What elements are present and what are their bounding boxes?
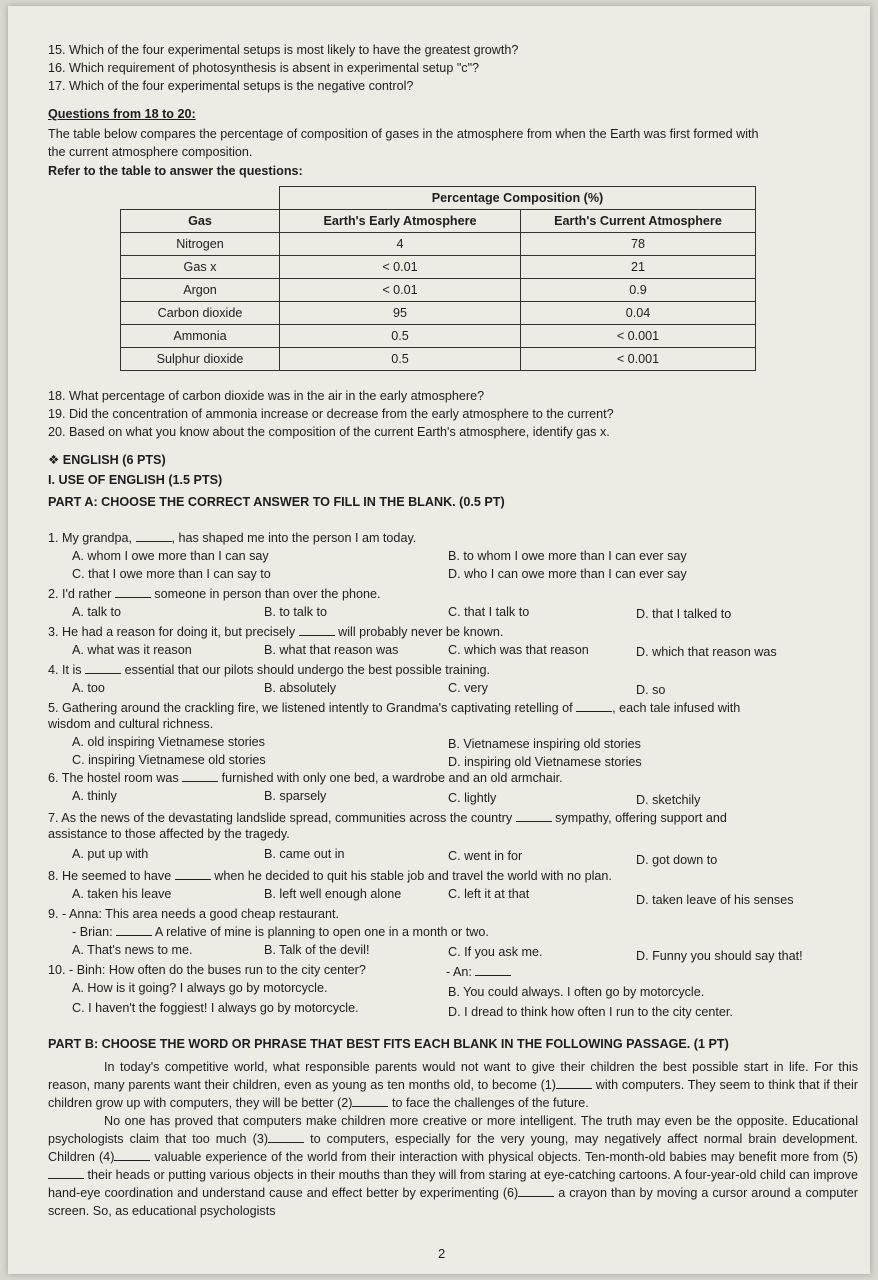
option-c: C. that I talk to <box>448 605 530 619</box>
option-d: D. which that reason was <box>636 645 777 659</box>
table-row <box>121 325 756 348</box>
question-18: 18. What percentage of carbon dioxide was in the air in the early atmosphere? <box>48 389 485 403</box>
question-5-continued: wisdom and cultural richness. <box>48 717 214 731</box>
table-super-header: Percentage Composition (%) <box>280 187 756 210</box>
question-8: 8. He seemed to have when he decided to quit his stable job and travel the world with no plan. <box>48 869 612 883</box>
option-d: D. so <box>636 683 666 697</box>
table-intro-line1: The table below compares the percentage of composition of gases in the atmosphere from when the Earth was first formed with <box>48 127 759 141</box>
option-a: A. talk to <box>72 605 121 619</box>
option-b: B. sparsely <box>264 789 327 803</box>
table-cell-early: 95 <box>280 302 521 325</box>
passage-paragraph-2: No one has proved that computers make children more creative or more intelligent. The truth may even be the opposite. Educational psychologists claim that too much (3) to computers, especially for the very young, may negatively affect normal brain development. Children (4) valuable experience of the world from their interaction with physical objects. Ten-month-old babies may benefit more from (5) their heads or putting various objects in their mouths than they will from staring at eye-catching cartoons. A four-year-old child can improve hand-eye coordination and understand cause and effect better by experimenting (6) a crayon than by moving a cursor around a computer screen. So, as educational psychologists <box>48 1114 858 1218</box>
option-a: A. old inspiring Vietnamese stories <box>72 735 265 749</box>
answer-blank <box>48 1167 84 1179</box>
option-d: D. inspiring old Vietnamese stories <box>448 755 642 769</box>
option-b: B. came out in <box>264 847 345 861</box>
answer-blank <box>516 810 552 822</box>
table-cell-current: < 0.001 <box>521 348 756 371</box>
option-a: A. That's news to me. <box>72 943 193 957</box>
answer-blank <box>136 530 172 542</box>
question-16: 16. Which requirement of photosynthesis is absent in experimental setup "c"? <box>48 61 480 75</box>
question-7: 7. As the news of the devastating landslide spread, communities across the country sympathy, offering support and <box>48 811 727 825</box>
table-row <box>121 279 756 302</box>
question-20: 20. Based on what you know about the composition of the current Earth's atmosphere, identify gas x. <box>48 425 610 439</box>
option-c: C. very <box>448 681 488 695</box>
part-b-heading: PART B: CHOOSE THE WORD OR PHRASE THAT BEST FITS EACH BLANK IN THE FOLLOWING PASSAGE. (1 PT) <box>48 1037 729 1051</box>
question-9-reply: - Brian: A relative of mine is planning to open one in a month or two. <box>72 925 489 939</box>
answer-blank <box>116 924 152 936</box>
page-number: 2 <box>438 1246 446 1261</box>
table-header-gas: Gas <box>121 210 280 233</box>
table-cell-early: < 0.01 <box>280 256 521 279</box>
question-9: 9. - Anna: This area needs a good cheap restaurant. <box>48 907 340 921</box>
answer-blank <box>114 1149 150 1161</box>
option-d: D. sketchily <box>636 793 701 807</box>
question-7-continued: assistance to those affected by the tragedy. <box>48 827 290 841</box>
table-cell-gas: Carbon dioxide <box>121 302 280 325</box>
option-a: A. whom I owe more than I can say <box>72 549 269 563</box>
option-a: A. taken his leave <box>72 887 172 901</box>
option-d: D. I dread to think how often I run to the city center. <box>448 1005 733 1019</box>
table-cell-current: 0.04 <box>521 302 756 325</box>
table-corner <box>121 187 280 210</box>
table-cell-current: 21 <box>521 256 756 279</box>
question-2: 2. I'd rather someone in person than over the phone. <box>48 587 381 601</box>
table-cell-gas: Argon <box>121 279 280 302</box>
option-b: B. absolutely <box>264 681 337 695</box>
table-row <box>121 302 756 325</box>
question-4: 4. It is essential that our pilots should undergo the best possible training. <box>48 663 491 677</box>
option-c: C. left it at that <box>448 887 530 901</box>
option-b: B. left well enough alone <box>264 887 402 901</box>
table-cell-current: 0.9 <box>521 279 756 302</box>
option-a: A. what was it reason <box>72 643 192 657</box>
english-title: ❖ ENGLISH (6 PTS) <box>48 453 166 467</box>
answer-blank <box>299 624 335 636</box>
question-19: 19. Did the concentration of ammonia increase or decrease from the early atmosphere to the current? <box>48 407 614 421</box>
option-a: A. thinly <box>72 789 117 803</box>
question-5: 5. Gathering around the crackling fire, we listened intently to Grandma's captivating retelling of , each tale infused with <box>48 701 741 715</box>
option-d: D. got down to <box>636 853 718 867</box>
option-a: A. put up with <box>72 847 149 861</box>
answer-blank <box>518 1185 554 1197</box>
question-10: 10. - Binh: How often do the buses run to the city center? <box>48 963 366 977</box>
table-cell-early: < 0.01 <box>280 279 521 302</box>
option-b: B. You could always. I often go by motorcycle. <box>448 985 705 999</box>
table-header-current: Earth's Current Atmosphere <box>521 210 756 233</box>
answer-blank <box>182 770 218 782</box>
table-cell-current: 78 <box>521 233 756 256</box>
option-c: C. went in for <box>448 849 523 863</box>
answer-blank <box>115 586 151 598</box>
table-cell-gas: Gas x <box>121 256 280 279</box>
passage-paragraph-1: In today's competitive world, what responsible parents would not want to give their children the best possible start in life. For this reason, many parents want their children, even as young as ten months old, to become (1) with computers. They seem to think that if their children grow up with computers, they will be better (2) to face the challenges of the future. <box>48 1060 859 1110</box>
option-b: B. to whom I owe more than I can ever say <box>448 549 687 563</box>
option-c: C. inspiring Vietnamese old stories <box>72 753 266 767</box>
option-c: C. that I owe more than I can say to <box>72 567 271 581</box>
question-1: 1. My grandpa, , has shaped me into the person I am today. <box>48 531 417 545</box>
option-d: D. Funny you should say that! <box>636 949 803 963</box>
use-of-english-heading: I. USE OF ENGLISH (1.5 PTS) <box>48 473 223 487</box>
table-cell-early: 0.5 <box>280 325 521 348</box>
table-cell-gas: Sulphur dioxide <box>121 348 280 371</box>
answer-blank <box>352 1095 388 1107</box>
table-cell-early: 4 <box>280 233 521 256</box>
option-b: B. Talk of the devil! <box>264 943 370 957</box>
table-header-early: Earth's Early Atmosphere <box>280 210 521 233</box>
table-cell-current: < 0.001 <box>521 325 756 348</box>
question-3: 3. He had a reason for doing it, but precisely will probably never be known. <box>48 625 504 639</box>
option-c: C. lightly <box>448 791 497 805</box>
table-row <box>121 256 756 279</box>
option-b: B. to talk to <box>264 605 327 619</box>
option-d: D. that I talked to <box>636 607 732 621</box>
table-row <box>121 233 756 256</box>
option-b: B. what that reason was <box>264 643 399 657</box>
question-6: 6. The hostel room was furnished with only one bed, a wardrobe and an old armchair. <box>48 771 563 785</box>
answer-blank <box>576 700 612 712</box>
option-d: D. who I can owe more than I can ever say <box>448 567 687 581</box>
answer-blank <box>556 1077 592 1089</box>
question-17: 17. Which of the four experimental setups is the negative control? <box>48 79 414 93</box>
gas-composition-table <box>120 186 756 371</box>
table-cell-gas: Nitrogen <box>121 233 280 256</box>
table-cell-gas: Ammonia <box>121 325 280 348</box>
option-c: C. If you ask me. <box>448 945 543 959</box>
option-a: A. How is it going? I always go by motorcycle. <box>72 981 328 995</box>
option-c: C. I haven't the foggiest! I always go by motorcycle. <box>72 1001 359 1015</box>
questions-18-20-heading: Questions from 18 to 20: <box>48 107 196 121</box>
worksheet-page <box>8 6 870 1274</box>
option-d: D. taken leave of his senses <box>636 893 794 907</box>
option-b: B. Vietnamese inspiring old stories <box>448 737 641 751</box>
answer-blank <box>268 1131 304 1143</box>
option-c: C. which was that reason <box>448 643 589 657</box>
table-instruction: Refer to the table to answer the questions: <box>48 164 303 178</box>
answer-blank <box>85 662 121 674</box>
answer-blank <box>475 964 511 976</box>
question-15: 15. Which of the four experimental setups is most likely to have the greatest growth? <box>48 43 519 57</box>
answer-blank <box>175 868 211 880</box>
table-intro-line2: the current atmosphere composition. <box>48 145 253 159</box>
part-a-heading: PART A: CHOOSE THE CORRECT ANSWER TO FILL IN THE BLANK. (0.5 PT) <box>48 495 505 509</box>
question-10-reply: - An: <box>446 964 511 980</box>
table-cell-early: 0.5 <box>280 348 521 371</box>
table-row <box>121 348 756 371</box>
option-a: A. too <box>72 681 105 695</box>
